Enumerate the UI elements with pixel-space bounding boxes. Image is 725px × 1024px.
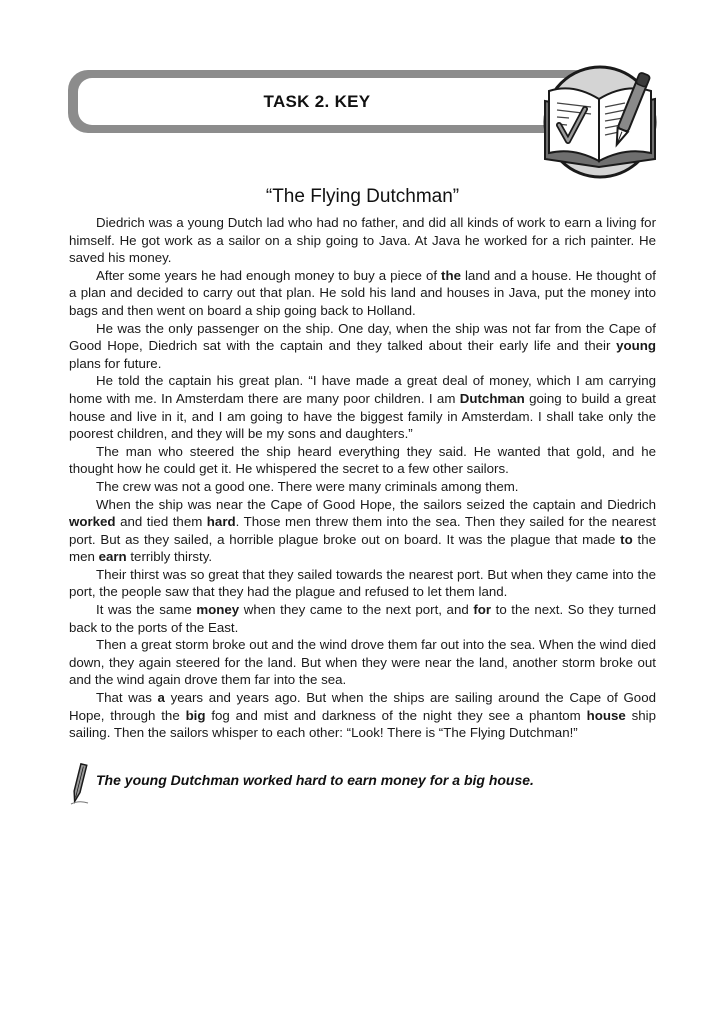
paragraph-text: Their thirst was so great that they sailed towards the nearest port. But when they came into the port, the people saw that they had the plague and refused to let them land. (69, 566, 656, 600)
paragraph-text: plans for future. (69, 355, 162, 371)
paragraph-text: Diedrich was a young Dutch lad who had no father, and did all kinds of work to earn a living for himself. He got work as a sailor on a ship going to Java. At Java he worked for a rich painter. He saved his money. (69, 215, 656, 266)
highlighted-word: for (473, 602, 492, 618)
pen-icon (68, 762, 90, 806)
paragraph-text: fog and mist and darkness of the night they see a phantom (205, 707, 587, 723)
highlighted-word: to (620, 531, 633, 547)
story-paragraph (69, 372, 656, 442)
paragraph-text: to the next. So they turned back to the ports of the East. (69, 602, 657, 635)
paragraph-text: That was (96, 690, 158, 706)
open-book-with-pen-and-checkmark-icon (541, 63, 659, 181)
highlighted-word: young (616, 338, 656, 354)
paragraph-text: . Those men threw them into the sea. Then they sailed for the nearest port. But as they sailed, a horrible plague broke out on board. It was the plague that made (69, 514, 656, 547)
paragraph-text: It was the same (96, 602, 197, 618)
paragraph-text: After some years he had enough money to buy a piece of (96, 267, 442, 283)
story-paragraph (69, 566, 656, 601)
highlighted-word: house (586, 707, 626, 723)
story-paragraph (69, 267, 656, 320)
paragraph-text: When the ship was near the Cape of Good Hope, the sailors seized the captain and Diedrich (96, 496, 656, 512)
paragraph-text: terribly thirsty. (126, 549, 213, 565)
highlighted-word: worked (69, 514, 116, 530)
paragraph-text: The crew was not a good one. There were many criminals among them. (96, 478, 519, 494)
paragraph-text: going to build a great house and live in it, and I am going to have the biggest family in Amsterdam. I shall take only the poorest children, and they will be my sons and daughters.” (69, 390, 656, 442)
highlighted-word: money (196, 602, 240, 618)
paragraph-text: He told the captain his great plan. “I have made a great deal of money, which I am carrying home with me. In Amsterdam there are many poor children. I am (69, 373, 656, 406)
story-paragraph (69, 601, 656, 636)
story-paragraph (69, 443, 656, 478)
paragraph-text: land and a house. He thought of a plan and decided to carry out that plan. He sold his land and houses in Java, put the money into bags and then went on board a ship going back to Holland. (69, 267, 656, 318)
task-title: TASK 2. KEY (263, 91, 371, 111)
paragraph-text: ship sailing. Then the sailors whisper to each other: “Look! There is “The Flying Dutchman!” (69, 707, 656, 741)
highlighted-word: a (157, 690, 165, 706)
paragraph-text: Then a great storm broke out and the wind drove them far out into the sea. When the wind died down, they again steered for the land. But when they were near the land, another storm broke out and the wind again drove them far into the sea. (69, 637, 656, 688)
story-paragraph (69, 496, 656, 566)
story-title: “The Flying Dutchman” (265, 186, 460, 207)
paragraph-text: and tied them (115, 514, 207, 530)
story-body (69, 214, 656, 742)
story-paragraph (69, 689, 656, 742)
paragraph-text: when they came to the next port, and (239, 602, 474, 618)
paragraph-text: years and years ago. But when the ships are sailing around the Cape of Good Hope, through the (69, 690, 656, 723)
task-banner-inner (78, 78, 596, 125)
highlighted-word: Dutchman (459, 390, 525, 406)
story-paragraph (69, 320, 656, 373)
task-banner (68, 70, 608, 133)
highlighted-word: big (185, 707, 206, 723)
paragraph-text: the men (69, 531, 656, 565)
highlighted-word: the (441, 267, 461, 283)
story-paragraph (69, 478, 656, 496)
answer-sentence: The young Dutchman worked hard to earn money for a big house. (96, 772, 534, 788)
paragraph-text: The man who steered the ship heard everything they said. He wanted that gold, and he thought how he could get it. He whispered the secret to a few other sailors. (69, 443, 656, 477)
story-paragraph (69, 636, 656, 689)
highlighted-word: hard (206, 514, 236, 530)
paragraph-text: He was the only passenger on the ship. One day, when the ship was not far from the Cape of Good Hope, Diedrich sat with the captain and they talked about their early life and their (69, 320, 656, 354)
highlighted-word: earn (98, 549, 127, 565)
story-paragraph (69, 214, 656, 267)
